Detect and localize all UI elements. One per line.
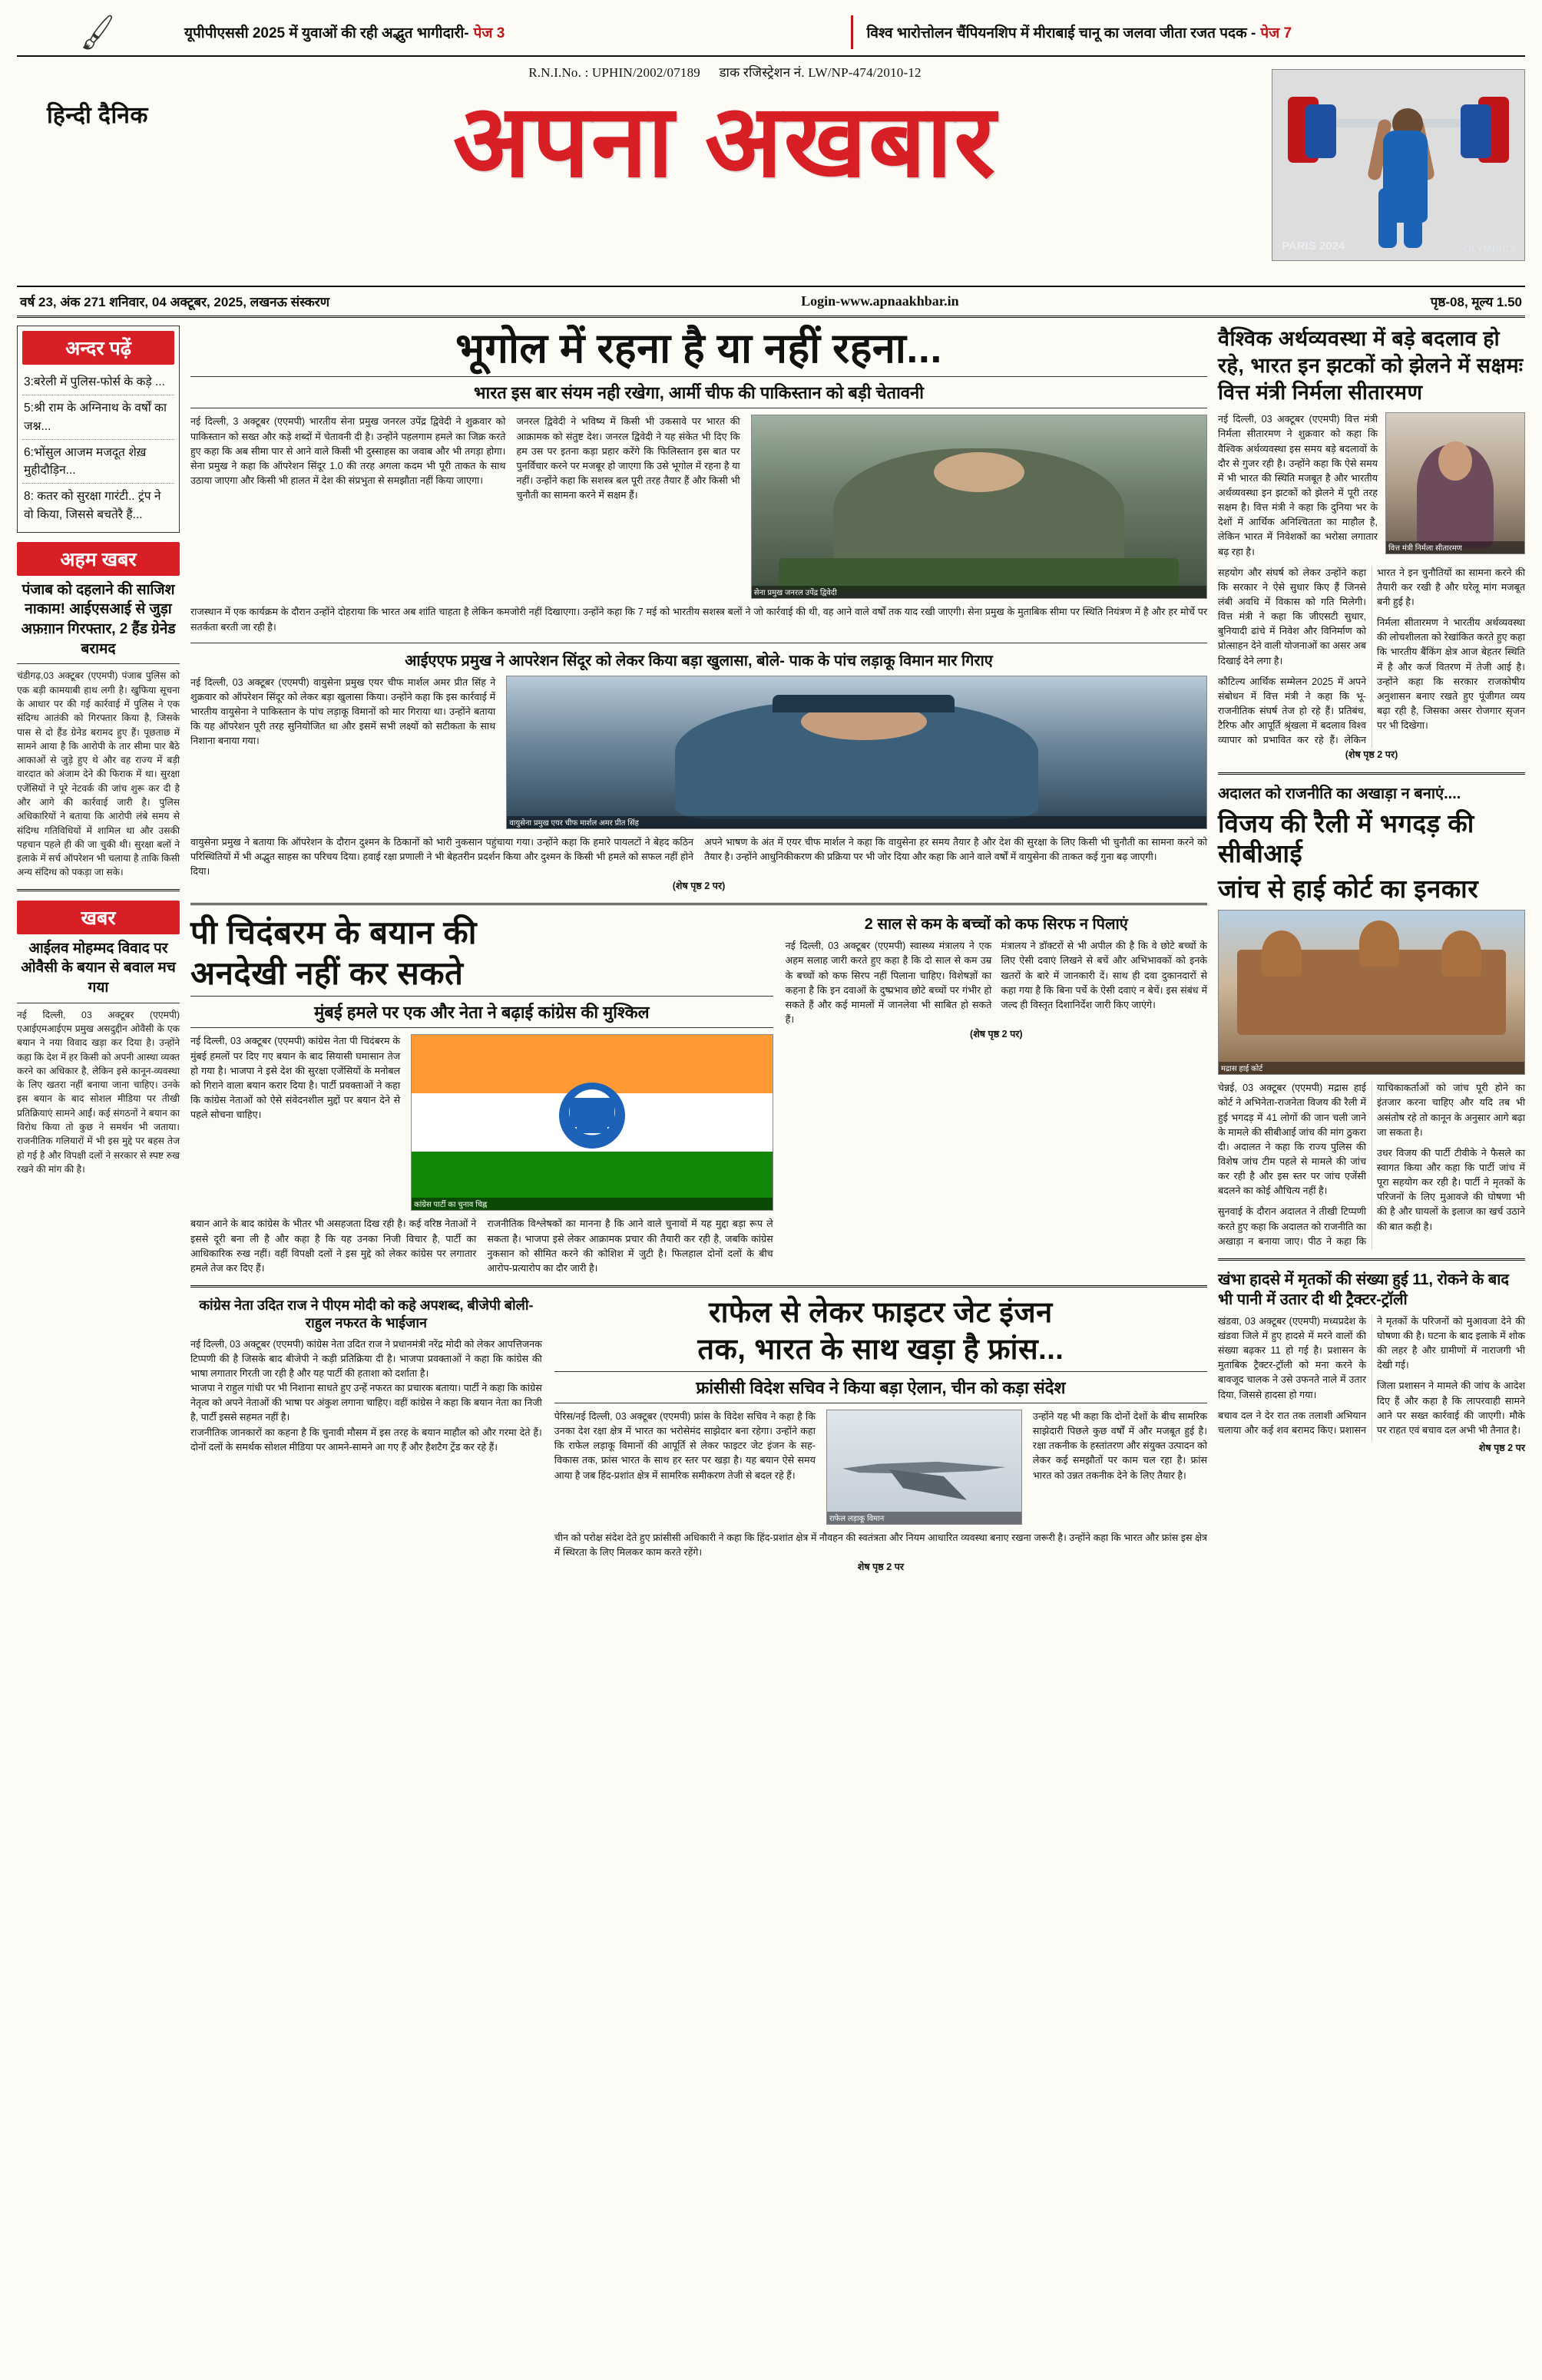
right-divider-2 <box>1218 1258 1525 1261</box>
court-dome-left <box>1262 931 1302 977</box>
cbi-kicker[interactable]: अदालत को राजनीति का अखाड़ा न बनाएं.... <box>1218 785 1461 802</box>
list-item[interactable]: 6:भोंसुल आजम मजदूत शेख़ मुहीदौड़िन... <box>22 440 174 484</box>
teaser-1[interactable] <box>178 14 843 51</box>
main-grid <box>17 326 1525 2352</box>
mid-row <box>190 914 1207 1276</box>
issue-details: वर्ष 23, अंक 271 शनिवार, 04 अक्टूबर, 2025, लखनऊ संस्करण <box>20 295 330 309</box>
turban <box>773 695 955 713</box>
center-divider-2 <box>190 903 1207 905</box>
rafale-headline-line1[interactable]: राफेल से लेकर फाइटर जेट इंजन <box>709 1296 1053 1329</box>
khabar-title[interactable]: आईलव मोहम्मद विवाद पर ओवैसी के बयान से बवाल मच गया <box>17 939 180 1003</box>
children-syrup-story <box>786 914 1207 1276</box>
masthead <box>17 57 1525 287</box>
teaser-1-page: पेज 3 <box>473 25 505 41</box>
chidambaram-col-3: राजनीतिक विश्लेषकों का मानना है कि आने वाले चुनावों में यह मुद्दा बड़ा रूप ले सकता है। भाजपा इसे लेकर आक्रामक प्रचार की तैयारी कर रही है, जबकि कांग्रेस नुकसान को सीमित करने की कोशिश में जुटी है। फिलहाल दोनों दलों के बीच आरोप-प्रत्यारोप का दौर जारी है। <box>487 1218 773 1274</box>
chidambaram-headline-line1[interactable]: पी चिदंबरम के बयान की <box>190 914 477 951</box>
left-rail <box>17 326 180 2352</box>
iaf-kicker[interactable]: आईएएफ प्रमुख ने आपरेशन सिंदूर को लेकर किया बड़ा खुलासा, बोले- पाक के पांच लड़ाकू विमान मार गिराए <box>405 652 993 669</box>
iaf-story <box>190 651 1207 894</box>
nirmala-col-2: सहयोग और संघर्ष को लेकर उन्होंने कहा कि सरकार ने ऐसे सुधार किए हैं जिनसे लंबी अवधि में विकास को गति मिलेगी। वित्त मंत्री ने कहा कि जीएसटी सुधार, बुनियादी ढांचे में निवेश और विनिर्माण को प्रोत्साहन देने वाली योजनाओं का असर अब दिखाई देने लगा है। <box>1218 567 1366 666</box>
inside-list <box>22 369 174 527</box>
rafale-photo-caption: राफेल लड़ाकू विमान <box>827 1512 1021 1524</box>
congress-hand-symbol <box>559 1083 625 1149</box>
udit-kicker[interactable]: कांग्रेस नेता उदित राज ने पीएम मोदी को कहे अपशब्द, बीजेपी बोली-राहुल नफरत के भाईजान <box>199 1297 534 1331</box>
iaf-continue[interactable]: (शेष पृष्ठ 2 पर) <box>672 881 726 892</box>
court-dome-center <box>1359 921 1399 967</box>
udit-col-1: नई दिल्ली, 03 अक्टूबर (एएमपी) कांग्रेस नेता उदित राज ने प्रधानमंत्री नरेंद्र मोदी को लेकर आपत्तिजनक टिप्पणी की है जिसके बाद बीजेपी ने कड़ी प्रतिक्रिया दी है। भाजपा प्रवक्ताओं ने कहा कि कांग्रेस की भाषा लगातार गिरती जा रही है और यह पार्टी की हताशा को दर्शाता है। <box>190 1338 542 1379</box>
weightlifter-illustration <box>1272 70 1524 260</box>
registration-line <box>178 63 1272 81</box>
iaf-col-2: वायुसेना प्रमुख ने बताया कि ऑपरेशन के दौरान दुश्मन के ठिकानों को भारी नुकसान पहुंचाया गया। उन्होंने कहा कि हमारे पायलटों ने बेहद कठिन परिस्थितियों में भी अद्भुत साहस का परिचय दिया। हवाई रक्षा प्रणाली ने भी बेहतरीन प्रदर्शन किया और दुश्मन के किसी भी हमले को सफल नहीं होने दिया। <box>190 836 693 878</box>
top-teaser-strip <box>17 14 1525 57</box>
children-continue[interactable]: (शेष पृष्ठ 2 पर) <box>970 1029 1023 1040</box>
congress-flag-photo <box>411 1034 773 1211</box>
athlete-leg-right <box>1404 188 1422 248</box>
children-kicker[interactable]: 2 साल से कम के बच्चों को कफ सिरफ न पिलाएं <box>864 916 1128 934</box>
right-rail <box>1218 326 1525 2352</box>
rafale-col-3: चीन को परोक्ष संदेश देते हुए फ्रांसीसी अधिकारी ने कहा कि हिंद-प्रशांत क्षेत्र में नौवहन की स्वतंत्रता और नियम आधारित व्यवस्था बनाए रखना जरूरी है। उन्होंने कहा कि भारत और फ्रांस इस क्षेत्र में स्थिरता के लिए मिलकर काम करते रहेंगे। <box>554 1532 1207 1559</box>
rni-number: R.N.I.No. : UPHIN/2002/07189 <box>528 65 700 80</box>
iaf-col-3: अपने भाषण के अंत में एयर चीफ मार्शल ने कहा कि वायुसेना हर समय तैयार है और देश की सुरक्षा के लिए किसी भी चुनौती का सामना करने को तैयार है। उन्होंने आधुनिकीकरण की प्रक्रिया पर भी जोर दिया और कहा कि आने वाले वर्षों में वायुसेना की ताकत कई गुना बढ़ जाएगी। <box>704 836 1207 862</box>
congress-photo-caption: कांग्रेस पार्टी का चुनाव चिह्न <box>412 1198 773 1210</box>
right-divider-1 <box>1218 772 1525 775</box>
page-title: अपना अखबार <box>452 84 998 197</box>
chidambaram-story <box>190 914 773 1276</box>
olympics-mark: OLYMPICS <box>1463 243 1517 254</box>
important-news-title[interactable]: पंजाब को दहलाने की साजिश नाकाम! आईएसआई से जुड़ा अफ़ग़ान गिरफ्तार, 2 हैंड ग्रेनेड बरामद <box>17 580 180 665</box>
lead-col-3: राजस्थान में एक कार्यक्रम के दौरान उन्होंने दोहराया कि भारत अब शांति चाहता है लेकिन कमजोरी नहीं दिखाएगा। उन्होंने कहा कि 7 मई को भारतीय सशस्त्र बलों ने जो कार्रवाई की थी, वह आने वाले वर्षों तक याद रखी जाएगी। सेना प्रमुख के मुताबिक सीमा पर स्थिति नियंत्रण में है और हर मोर्चे पर सतर्कता बरती जा रही है। <box>190 607 1207 633</box>
page-count-price: पृष्ठ-08, मूल्य 1.50 <box>1430 295 1522 309</box>
paris-2024-mark: PARIS 2024 <box>1282 240 1345 253</box>
nirmala-headline[interactable]: वैश्विक अर्थव्यवस्था में बड़े बदलाव हो रहे, भारत इन झटकों को झेलने में सक्षमः वित्त मंत्री निर्मला सीतारमण <box>1218 327 1524 405</box>
iaf-col-1: नई दिल्ली, 03 अक्टूबर (एएमपी) वायुसेना प्रमुख एयर चीफ मार्शल अमर प्रीत सिंह ने शुक्रवार को ऑपरेशन सिंदूर को लेकर बड़ा खुलासा किया। उन्होंने कहा कि इस कार्रवाई में भारतीय वायुसेना ने पाकिस्तान के पांच लड़ाकू विमानों को मार गिराया था। उन्होंने बताया कि यह ऑपरेशन पूरी तरह सुनियोजित था और इसमें सभी लक्ष्यों को सटीकता के साथ निशाना बनाया गया। <box>190 676 496 747</box>
teaser-2-text: विश्व भारोत्तोलन चैंपियनशिप में मीराबाई चानू का जलवा जीता रजत पदक - <box>866 25 1256 41</box>
cbi-headline-line2[interactable]: जांच से हाई कोर्ट का इनकार <box>1218 874 1479 903</box>
plate-right-2 <box>1461 104 1491 158</box>
rafale-col-1: पेरिस/नई दिल्ली, 03 अक्टूबर (एएमपी) फ्रांस के विदेश सचिव ने कहा है कि उनका देश रक्षा क्षेत्र में भारत का भरोसेमंद साझेदार बना रहेगा। उन्होंने कहा कि राफेल लड़ाकू विमानों की आपूर्ति से लेकर फाइटर जेट इंजन के सह-विकास तक, फ्रांस भारत के साथ हर स्तर पर खड़ा है। यह बयान ऐसे समय आया है जब हिंद-प्रशांत क्षेत्र में सामरिक समीकरण तेजी से बदल रहे हैं। <box>554 1411 816 1481</box>
teaser-2-page: पेज 7 <box>1260 25 1292 41</box>
website-login-link[interactable]: Login-www.apnaakhbar.in <box>801 293 959 309</box>
chidambaram-col-2: बयान आने के बाद कांग्रेस के भीतर भी असहजता दिख रही है। कई वरिष्ठ नेताओं ने इससे दूरी बना ली है और कहा है कि यह उनका निजी विचार है, पार्टी का आधिकारिक रुख नहीं। वहीं विपक्षी दलों ने इस मुद्दे को लेकर कांग्रेस पर लगातार हमले तेज कर दिए हैं। <box>190 1218 477 1274</box>
nirmala-col-3: कौटिल्य आर्थिक सम्मेलन 2025 में अपने संबोधन में वित्त मंत्री ने कहा कि भू-राजनीतिक संघर्ष तेज हो रहे हैं। प्रतिबंध, टैरिफ और आपूर्ति श्रृंखला में बदलाव विश्व व्यापार को प्रभावित कर रहे हैं। लेकिन भारत ने इन चुनौतियों का सामना करने की तैयारी कर रखी है और घरेलू मांग मजबूत बनी हुई है। <box>1218 567 1525 746</box>
khabar-box <box>17 901 180 1176</box>
rail-divider <box>17 889 180 891</box>
list-item[interactable]: 3:बरेली में पुलिस-फोर्स के कड़े ... <box>22 369 174 395</box>
cbi-col-2: सुनवाई के दौरान अदालत ने तीखी टिप्पणी करते हुए कहा कि अदालत को राजनीति का अखाड़ा न बनाया जाए। पीठ ने कहा कि याचिकाकर्ताओं को जांच पूरी होने का इंतजार करना चाहिए और यदि तब भी असंतोष रहे तो कानून के अनुसार आगे बढ़ा जा सकता है। <box>1218 1083 1525 1247</box>
list-item[interactable]: 8: कतर को सुरक्षा गारंटी.. ट्रंप ने वो किया, जिससे बचतेरै हैं... <box>24 490 161 521</box>
children-col-1: नई दिल्ली, 03 अक्टूबर (एएमपी) स्वास्थ्य मंत्रालय ने एक अहम सलाह जारी करते हुए कहा है कि दो साल से कम उम्र के बच्चों को कफ सिरप नहीं पिलाना चाहिए। विशेषज्ञों का कहना है कि इन दवाओं के दुष्प्रभाव छोटे बच्चों पर गंभीर हो सकते हैं और कई मामलों में जानलेवा भी साबित हो सकते हैं। <box>785 940 992 1026</box>
rafale-subhead: फ्रांसीसी विदेश सचिव ने किया बड़ा ऐलान, चीन को कड़ा संदेश <box>554 1371 1207 1403</box>
center-divider-3 <box>190 1285 1207 1288</box>
lead-photo-caption: सेना प्रमुख जनरल उपेंद्र द्विवेदी <box>752 586 1206 598</box>
cbi-headline-line1[interactable]: विजय की रैली में भगदड़ की सीबीआई <box>1218 808 1474 868</box>
rafale-col-2: उन्होंने यह भी कहा कि दोनों देशों के बीच सामरिक साझेदारी पिछले कुछ वर्षों में और मजबूत हुई है। रक्षा तकनीक के हस्तांतरण और संयुक्त उत्पादन को लेकर कई समझौतों पर काम चल रहा है। फ्रांस भारत को उन्नत तकनीक देने के लिए तैयार है। <box>1032 1411 1207 1481</box>
rafale-story <box>554 1297 1207 1575</box>
cbi-story <box>1218 784 1525 1249</box>
important-news-box <box>17 542 180 880</box>
quill-icon: 🖌 <box>75 13 120 52</box>
lead-photo <box>751 415 1207 599</box>
inside-box-header: अन्दर पढ़ें <box>22 331 174 365</box>
nirmala-story <box>1218 326 1525 763</box>
udit-raj-story <box>190 1297 542 1575</box>
court-photo-caption: मद्रास हाई कोर्ट <box>1219 1062 1524 1074</box>
children-col-2: मंत्रालय ने डॉक्टरों से भी अपील की है कि वे छोटे बच्चों के लिए ऐसी दवाएं लिखने से बचें और अभिभावकों को इनके खतरों के बारे में जानकारी दें। साथ ही दवा दुकानदारों से कहा गया है कि बिना पर्चे के ऐसी दवाएं न बेचें। इस संबंध में जल्द ही विस्तृत दिशानिर्देश जारी किए जाएंगे। <box>1001 940 1207 1010</box>
rafale-photo <box>826 1410 1022 1525</box>
khabar-header: खबर <box>17 901 180 934</box>
lead-col-1: नई दिल्ली, 3 अक्टूबर (एएमपी) भारतीय सेना प्रमुख जनरल उपेंद्र द्विवेदी ने शुक्रवार को पाकिस्तान को सख्त और कड़े शब्दों में चेतावनी दी है। उन्होंने पहलगाम हमले का जिक्र करते हुए कहा कि अब सीमा पार से आने वाले किसी भी दुस्साहस का जवाब और भी तगड़ा होगा। सेना प्रमुख ने कहा कि ऑपरेशन सिंदूर 1.0 की तरह अगला कदम भी पूरी ताकत के साथ उठाया जाएगा और किसी भी हालत में देश की संप्रभुता से समझौता नहीं किया जाएगा। <box>190 416 506 487</box>
cbi-col-1: चेन्नई, 03 अक्टूबर (एएमपी) मद्रास हाई कोर्ट ने अभिनेता-राजनेता विजय की रैली में हुई भगदड़ में 41 लोगों की जान चली जाने के मामले की सीबीआई जांच की मांग ठुकरा दी। अदालत ने कहा कि राज्य पुलिस की विशेष जांच टीम पहले से मामले की जांच कर रही है और इस स्तर पर जांच एजेंसी बदलने का कोई औचित्य नहीं है। <box>1218 1083 1366 1197</box>
nirmala-col-4: निर्मला सीतारमण ने भारतीय अर्थव्यवस्था की लोचशीलता को रेखांकित करते हुए कहा कि भारतीय बैंकिंग क्षेत्र आज बेहतर स्थिति में है और कर्ज वितरण में तेजी आई है। उन्होंने कहा कि सरकार राजकोषीय अनुशासन बनाए रखते हुए पूंजीगत व्यय बढ़ा रही है, जिसका असर रोजगार सृजन पर भी दिखेगा। <box>1377 617 1525 732</box>
list-item[interactable]: 5:श्री राम के अग्निनाथ के वर्षों का जश्न... <box>22 395 174 440</box>
important-news-body: चंडीगढ़,03 अक्टूबर (एएमपी) पंजाब पुलिस को एक बड़ी कामयाबी हाथ लगी है। खुफिया सूचना के आधार पर की गई कार्रवाई में पुलिस ने एक संदिग्ध आतंकी को गिरफ्तार किया है, जिसके पास से दो हैंड ग्रेनेड बरामद हुए हैं। पूछताछ में सामने आया है कि आरोपी के तार सीमा पार बैठे आकाओं से जुड़े हुए थे और वह राज्य में बड़ी वारदात को अंजाम देने की फिराक में था। सुरक्षा एजेंसियों ने पूरे नेटवर्क की जांच शुरू कर दी है और आगे की कार्रवाई जारी है। पुलिस अधिकारियों ने बताया कि आरोपी लंबे समय से संदिग्ध गतिविधियों में शामिल था और उसकी पहचान पहले ही की जा चुकी थी। सुरक्षा बलों ने इलाके में सर्च ऑपरेशन भी चलाया है ताकि किसी अन्य संदिग्ध को पकड़ा जा सके। <box>17 670 180 878</box>
plate-left-2 <box>1305 104 1336 158</box>
center-well <box>190 326 1207 2352</box>
khabar-body: नई दिल्ली, 03 अक्टूबर (एएमपी) एआईएमआईएम प्रमुख असदुद्दीन ओवैसी के एक बयान ने नया विवाद खड़ा कर दिया है। उन्होंने कहा कि देश में हर किसी को अपनी आस्था व्यक्त करने का अधिकार है, लेकिन इसे कानून-व्यवस्था के लिए खतरा नहीं बनाया जाना चाहिए। उनके इस बयान के बाद सोशल मीडिया पर तीखी प्रतिक्रियाएं सामने आईं। कई संगठनों ने बयान का विरोध किया तो कुछ ने समर्थन भी जताया। राजनीतिक गलियारों में भी इस मुद्दे पर बहस तेज हो गई है और विपक्षी दलों ने सरकार से स्पष्ट रुख रखने की मांग की है। <box>17 1009 180 1175</box>
important-news-header: अहम खबर <box>17 542 180 576</box>
athlete-leg-left <box>1378 188 1397 248</box>
lead-headline[interactable]: भूगोल में रहना है या नहीं रहना... <box>455 326 942 372</box>
nirmala-continue[interactable]: (शेष पृष्ठ 2 पर) <box>1345 749 1398 761</box>
udit-col-3: राजनीतिक जानकारों का कहना है कि चुनावी मौसम में इस तरह के बयान माहौल को और गरमा देते हैं। दोनों दलों के समर्थक सोशल मीडिया पर आमने-सामने आ गए हैं और हैशटैग ट्रेंड कर रहे हैं। <box>190 1426 542 1453</box>
masthead-center <box>178 60 1272 195</box>
bottom-row <box>190 1297 1207 1575</box>
lead-subhead: भारत इस बार संयम नही रखेगा, आर्मी चीफ की पाकिस्तान को बड़ी चेतावनी <box>190 376 1207 408</box>
rafale-headline-line2[interactable]: तक, भारत के साथ खड़ा है फ्रांस... <box>697 1334 1064 1367</box>
minister-face <box>1438 441 1471 481</box>
issue-info-bar <box>17 287 1525 318</box>
tractor-col-3: जिला प्रशासन ने मामले की जांच के आदेश दिए हैं और कहा है कि लापरवाही सामने आने पर सख्त कार्रवाई की जाएगी। मौके पर राहत एवं बचाव दल अभी भी तैनात है। <box>1377 1380 1525 1436</box>
court-dome-right <box>1441 931 1481 977</box>
chidambaram-headline-line2[interactable]: अनदेखी नहीं कर सकते <box>190 955 464 992</box>
teaser-divider <box>851 15 853 49</box>
chidambaram-subhead: मुंबई हमले पर एक और नेता ने बढ़ाई कांग्रेस की मुश्किल <box>190 996 773 1028</box>
nirmala-photo-caption: वित्त मंत्री निर्मला सीतारमण <box>1386 541 1524 554</box>
nirmala-photo <box>1385 412 1525 554</box>
daily-label: हिन्दी दैनिक <box>47 103 148 128</box>
teaser-1-text: यूपीपीएससी 2025 में युवाओं की रही अद्भुत भागीदारी- <box>184 25 469 41</box>
tractor-col-2: बचाव दल ने देर रात तक तलाशी अभियान चलाया और कई शव बरामद किए। प्रशासन ने मृतकों के परिजनों को मुआवजा देने की घोषणा की है। घटना के बाद इलाके में शोक की लहर है और ग्रामीणों में नाराजगी भी देखी गई। <box>1218 1315 1525 1436</box>
cbi-col-3: उधर विजय की पार्टी टीवीके ने फैसले का स्वागत किया और कहा कि पार्टी जांच में पूरा सहयोग कर रही है। पार्टी ने मृतकों के परिजनों के लिए मुआवजे की घोषणा भी की है और घायलों के इलाज का खर्च उठाने की बात कही है। <box>1377 1147 1525 1232</box>
lead-col-2: जनरल द्विवेदी ने भविष्य में किसी भी उकसावे पर भारत की आक्रामक को संतुष्ट देश। जनरल द्विवेदी ने यह संकेत भी दिए कि हम उस पर इतना कड़ा प्रहार करेंगे कि फिलिस्तान इस बात पर पुनर्विचार करने पर मजबूर हो जाएगा कि उसे भूगोल में रहना है या नहीं। उन्होंने कहा कि सशस्त्र बल पूरी तरह तैयार हैं और किसी भी चुनौती का सामना करने में सक्षम हैं। <box>516 416 740 501</box>
officer-face <box>934 452 1024 492</box>
teaser-2[interactable] <box>861 14 1526 51</box>
court-photo <box>1218 910 1525 1075</box>
rafale-continue[interactable]: शेष पृष्ठ 2 पर <box>857 1562 905 1573</box>
udit-col-2: भाजपा ने राहुल गांधी पर भी निशाना साधते हुए उन्हें नफरत का प्रचारक बताया। पार्टी ने कहा कि कांग्रेस नेतृत्व को अपने नेताओं की भाषा पर अंकुश लगाना चाहिए। वहीं कांग्रेस ने कहा कि बयान नेता का निजी है, पार्टी इससे सहमत नहीं है। <box>190 1383 542 1423</box>
nirmala-col-1: नई दिल्ली, 03 अक्टूबर (एएमपी) वित्त मंत्री निर्मला सीतारमण ने शुक्रवार को कहा कि वैश्विक अर्थव्यवस्था इस समय बड़े बदलावों के दौर से गुजर रही है। उन्होंने कहा कि ऐसे समय में भी भारत की स्थिति मजबूत है और भारतीय अर्थव्यवस्था इन झटकों को झेलने में पूरी तरह सक्षम है। वित्त मंत्री ने कहा कि दुनिया भर के देशों में आर्थिक अनिश्चितता का माहौल है, लेकिन भारत में निवेशकों का भरोसा लगातार बढ़ रहा है। <box>1218 414 1378 557</box>
inside-box <box>17 326 180 533</box>
chidambaram-col-1: नई दिल्ली, 03 अक्टूबर (एएमपी) कांग्रेस नेता पी चिदंबरम के मुंबई हमलों पर दिए गए बयान के बाद सियासी घमासान तेज हो गया है। भाजपा ने इसे देश की सुरक्षा एजेंसियों के मनोबल को गिराने वाला बयान करार दिया है। पार्टी प्रवक्ताओं ने कहा कि कांग्रेस नेताओं को ऐसे संवेदनशील मुद्दों पर बयान देने से पहले सोचना चाहिए। <box>190 1036 401 1121</box>
masthead-photo <box>1272 69 1525 261</box>
tractor-col-1: खंडवा, 03 अक्टूबर (एएमपी) मध्यप्रदेश के खंडवा जिले में हुए हादसे में मरने वालों की संख्या बढ़कर 11 हो गई है। प्रशासन के मुताबिक ट्रैक्टर-ट्रॉली को मना करने के बावजूद चालक ने उसे उफनते नाले में उतार दिया, जिससे हादसा हो गया। <box>1218 1315 1366 1400</box>
tractor-continue[interactable]: शेष पृष्ठ 2 पर <box>1478 1442 1525 1453</box>
iaf-photo-caption: वायुसेना प्रमुख एयर चीफ मार्शल अमर प्रीत सिंह <box>507 816 1206 828</box>
tractor-story <box>1218 1270 1525 1456</box>
lead-story <box>190 326 1207 635</box>
masthead-left <box>17 60 178 130</box>
iaf-photo <box>506 676 1207 829</box>
postal-registration: डाक रजिस्ट्रेशन नं. LW/NP-474/2010-12 <box>719 65 922 80</box>
jet-wing <box>889 1469 967 1503</box>
tractor-kicker[interactable]: खंभा हादसे में मृतकों की संख्या हुई 11, रोकने के बाद भी पानी में उतार दी थी ट्रैक्टर-ट्रॉली <box>1218 1271 1510 1308</box>
